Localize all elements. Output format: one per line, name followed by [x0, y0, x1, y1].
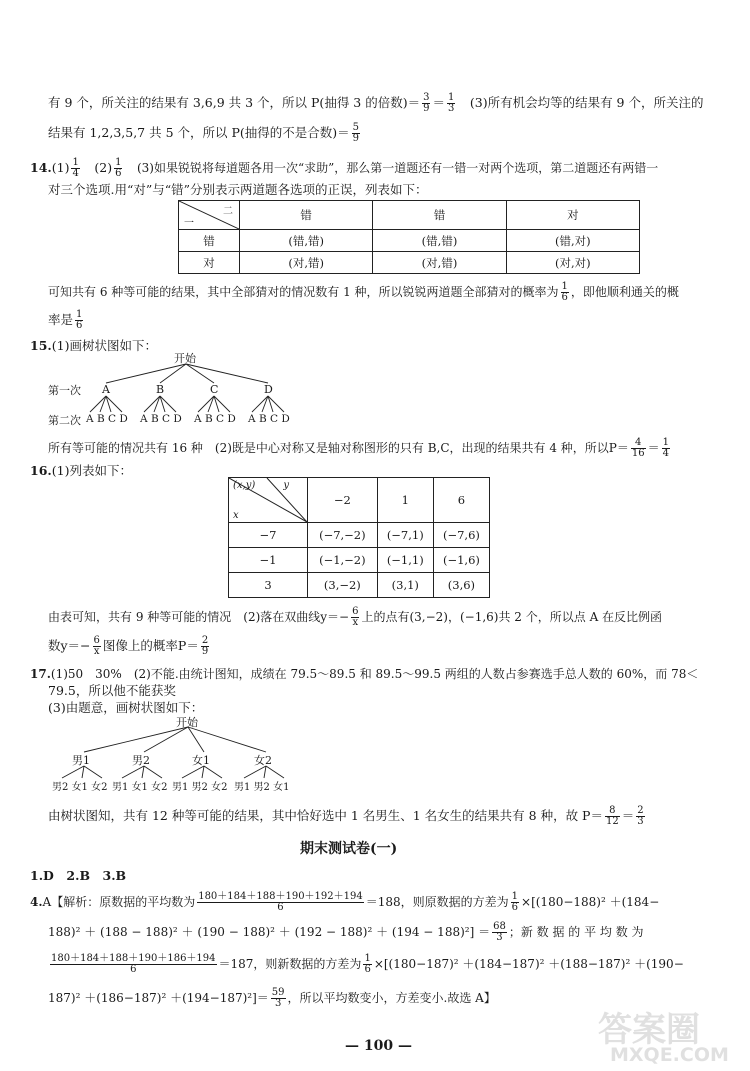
q15-tree-diagram — [48, 350, 308, 430]
tree-root: 开始 — [174, 352, 196, 365]
tree-level-label: 第一次 — [48, 384, 81, 397]
tree-node: C — [210, 383, 219, 396]
table-header: −2 — [308, 478, 378, 523]
fraction: $\frac{1}{6}$ — [76, 309, 83, 331]
table-corner: (x,y) y x — [229, 478, 308, 523]
q4-line3: $\frac{180+184+188+190+186+194}{6}$ ＝187，则新数据的方差为 $\frac{1}{6}$ ×[(180−187)² ＋(184−187)² ＋(188−187)² ＋(190− — [51, 953, 684, 975]
tree-node: B — [156, 383, 165, 396]
fraction: $\frac{1}{6}$ — [511, 891, 519, 913]
tree-leaves: 男2 女1 女2 — [52, 782, 108, 793]
tree-node: D — [264, 383, 273, 396]
fraction: $\frac{2}{9}$ — [201, 635, 209, 657]
table-row: 错 (错,错) (错,错) (错,对) — [179, 230, 640, 252]
q4-line2: 188)² ＋ (188 − 188)² ＋ (190 − 188)² ＋ (192 − 188)² ＋ (194 − 188)²] ＝ $\frac{68}{3}$ ；新 数 据 的 平 均 数 为 — [48, 921, 644, 943]
fraction: $\frac{2}{3}$ — [637, 805, 644, 827]
q17-conclusion: 由树状图知，共有 12 种等可能的结果，其中恰好选中 1 名男生、1 名女生的结果共有 8 种，故 P＝ $\frac{8}{12}$ ＝ $\frac{2}{3}$ — [48, 805, 644, 827]
table-corner: 二 一 — [179, 201, 240, 230]
q14-table — [178, 200, 640, 274]
tree-leaves: 男1 男2 女1 — [234, 782, 290, 793]
table-header: 对 — [506, 201, 639, 230]
q14-conclusion-1: 可知共有 6 种等可能的结果，其中全部猜对的情况数有 1 种，所以锐锐两道题全部猜对的概率为 $\frac{1}{6}$ ，即他顺利通关的概 — [48, 281, 679, 303]
q15-conclusion: 所有等可能的情况共有 16 种 (2)既是中心对称又是轴对称图形的只有 B,C，出现的结果共有 4 种，所以P＝ $\frac{4}{16}$ ＝ $\frac{1}{4}$ — [48, 437, 669, 459]
table-header: 6 — [433, 478, 489, 523]
tree-leaves: A B C D — [86, 413, 128, 425]
q14-conclusion-2: 率是 $\frac{1}{6}$ — [48, 309, 83, 331]
q4-line4: 187)² ＋(186−187)² ＋(194−187)²]＝ $\frac{59}{3}$ ，所以平均数变小，方差变小.故选 A】 — [48, 987, 496, 1009]
q16-line1: 16.(1)列表如下： — [30, 463, 132, 478]
table-row: −7 (−7,−2) (−7,1) (−7,6) — [229, 523, 490, 548]
tree-node: 女1 — [192, 754, 210, 767]
tree-leaves: 男1 男2 女2 — [172, 782, 228, 793]
fraction: $\frac{8}{12}$ — [605, 805, 619, 827]
fraction: $\frac{1}{6}$ — [561, 281, 568, 303]
fraction: $\frac{59}{3}$ — [271, 987, 285, 1009]
fraction: $\frac{3}{9}$ — [423, 92, 430, 114]
tree-node: 男2 — [132, 754, 150, 767]
q14-line2: 对三个选项.用“对”与“错”分别表示两道题各选项的正误，列表如下： — [48, 182, 428, 197]
q16-table — [228, 477, 490, 598]
q14-line1: 14.(1) $\frac{1}{4}$ (2) $\frac{1}{6}$ (3)如果锐锐将每道题各用一次“求助”，那么第一道题还有一错一对两个选项，第二道题还有两错一 — [30, 157, 659, 179]
page-number: — 100 — — [345, 1038, 412, 1054]
fraction: $\frac{180+184+188+190+186+194}{6}$ — [51, 953, 216, 975]
tree-leaves: A B C D — [140, 413, 182, 425]
q13-line2: 结果有 1,2,3,5,7 共 5 个，所以 P(抽得的不是合数)＝ $\frac{5}{9}$ — [48, 122, 360, 144]
fraction: $\frac{6}{x}$ — [93, 635, 100, 657]
fraction: $\frac{180+184+188+190+192+194}{6}$ — [198, 891, 363, 913]
q17-line1: 17.(1)50 30% (2)不能.由统计图知，成绩在 79.5～89.5 和 89.5～99.5 两组的人数占参赛选手总人数的 60%，而 78＜ — [30, 667, 699, 681]
fraction: $\frac{5}{9}$ — [352, 122, 360, 144]
tree-leaves: 男1 女1 女2 — [112, 782, 168, 793]
tree-node: 男1 — [72, 754, 90, 767]
fraction: $\frac{1}{4}$ — [662, 437, 669, 459]
q13-line1: 有 9 个，所关注的结果有 3,6,9 共 3 个，所以 P(抽得 3 的倍数)＝ $\frac{3}{9}$ ＝ $\frac{1}{3}$ (3)所有机会均等的结果有 9 个，所关注的 — [48, 92, 704, 114]
tree-leaves: A B C D — [194, 413, 236, 425]
fraction: $\frac{1}{4}$ — [72, 157, 79, 179]
fraction: $\frac{1}{6}$ — [115, 157, 122, 179]
table-row: 对 (对,错) (对,错) (对,对) — [179, 252, 640, 274]
answers-1-3: 1.D 2.B 3.B — [30, 868, 127, 883]
table-row: −1 (−1,−2) (−1,1) (−1,6) — [229, 548, 490, 573]
table-header: 错 — [373, 201, 506, 230]
watermark-url: MXQE.COM — [610, 1044, 729, 1066]
watermark-logo: 答案圈 — [598, 1010, 700, 1050]
q17-line2: 79.5，所以他不能获奖 — [48, 683, 176, 698]
tree-leaves: A B C D — [248, 413, 290, 425]
tree-node: 女2 — [254, 754, 272, 767]
q15-line1: 15.(1)画树状图如下： — [30, 338, 157, 353]
q17-tree-diagram — [48, 714, 308, 794]
table-header: 错 — [240, 201, 373, 230]
fraction: $\frac{4}{16}$ — [631, 437, 645, 459]
q16-conclusion-2: 数y＝− $\frac{6}{x}$ 图像上的概率P＝ $\frac{2}{9}$ — [48, 635, 209, 657]
fraction: $\frac{1}{6}$ — [364, 953, 371, 975]
table-header: 1 — [377, 478, 433, 523]
q4-line1: 4.A【解析：原数据的平均数为 $\frac{180+184+188+190+192+194}{6}$ ＝188，则原数据的方差为 $\frac{1}{6}$ ×[(180−188)² ＋(184− — [30, 891, 660, 913]
tree-level-label: 第二次 — [48, 414, 81, 427]
fraction: $\frac{6}{x}$ — [352, 606, 359, 628]
table-row: 3 (3,−2) (3,1) (3,6) — [229, 573, 490, 598]
tree-root: 开始 — [176, 716, 198, 729]
section-title: 期末测试卷(一) — [300, 841, 398, 857]
fraction: $\frac{68}{3}$ — [493, 921, 506, 943]
q16-conclusion-1: 由表可知，共有 9 种等可能的情况 (2)落在双曲线y＝− $\frac{6}{x}$ 上的点有(3,−2)，(−1,6)共 2 个，所以点 A 在反比例函 — [48, 606, 663, 628]
tree-node: A — [102, 383, 110, 396]
q17-line3: (3)由题意，画树状图如下： — [48, 700, 204, 715]
fraction: $\frac{1}{3}$ — [447, 92, 455, 114]
